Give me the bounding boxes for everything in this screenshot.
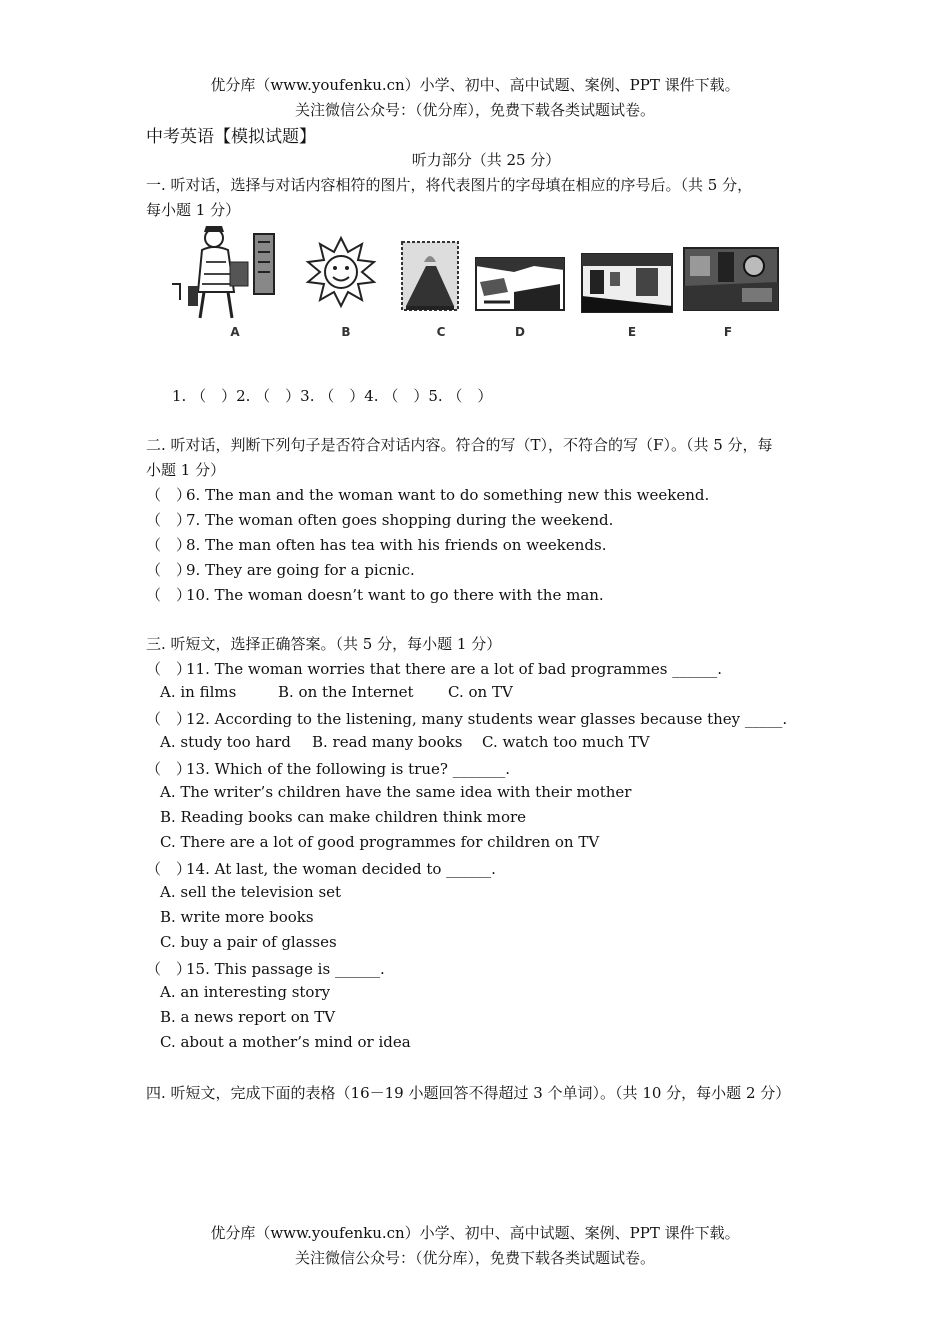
- option-c: C. There are a lot of good programmes for children on TV: [160, 833, 600, 851]
- option-b: B. Reading books can make children think more: [160, 808, 527, 826]
- question-15: [146, 958, 385, 979]
- picture-label-c: C: [436, 325, 446, 339]
- answer-blank: （ ）: [146, 586, 192, 604]
- question-11-text: 11. The woman worries that there are a lot of bad programmes ______.: [186, 660, 722, 678]
- question-11-options: [160, 683, 513, 701]
- option-c: C. on TV: [448, 683, 513, 701]
- option-b: B. a news report on TV: [160, 1008, 336, 1026]
- answer-blank: （ ）: [146, 486, 192, 504]
- section2-instruction-cont: 小题 1 分）: [146, 461, 226, 479]
- option-a: A. an interesting story: [160, 983, 331, 1001]
- answer-blank: （ ）: [146, 710, 192, 728]
- footer-line-1: 优分库（www.youfenku.cn）小学、初中、高中试题、案例、PPT 课件下载。: [210, 1224, 740, 1242]
- option-a: A. in films: [160, 683, 237, 701]
- section3-instruction: 三. 听短文，选择正确答案。（共 5 分，每小题 1 分）: [146, 635, 502, 653]
- option-b: B. write more books: [160, 908, 314, 926]
- option-a: A. study too hard: [160, 733, 291, 751]
- section1-answer-line: 1. （ ）2. （ ）3. （ ）4. （ ）5. （ ）: [172, 387, 493, 405]
- picture-label-f: F: [723, 325, 733, 339]
- option-a: A. The writer’s children have the same idea with their mother: [160, 783, 632, 801]
- question-11: [146, 658, 722, 679]
- statement-9: 9. They are going for a picnic.: [186, 561, 415, 579]
- question-14-text: 14. At last, the woman decided to ______.: [186, 860, 496, 878]
- picture-label-e: E: [627, 325, 637, 339]
- question-12-options: [160, 733, 650, 751]
- answer-blank: （ ）: [146, 960, 192, 978]
- question-15-text: 15. This passage is ______.: [186, 960, 385, 978]
- header-line-1: 优分库（www.youfenku.cn）小学、初中、高中试题、案例、PPT 课件下载。: [210, 76, 740, 94]
- list-item: [146, 484, 709, 505]
- answer-blank: （ ）: [146, 860, 192, 878]
- option-c: C. about a mother’s mind or idea: [160, 1033, 411, 1051]
- option-a: A. sell the television set: [160, 883, 342, 901]
- statement-8: 8. The man often has tea with his friends on weekends.: [186, 536, 607, 554]
- section1-instruction-cont: 每小题 1 分）: [146, 201, 241, 219]
- section4-instruction: 四. 听短文，完成下面的表格（16－19 小题回答不得超过 3 个单词）。（共 10 分，每小题 2 分）: [146, 1084, 791, 1102]
- picture-label-d: D: [515, 325, 525, 339]
- picture-row: [168, 222, 780, 344]
- answer-blank: （ ）: [146, 511, 192, 529]
- list-item: [146, 559, 415, 580]
- question-12: [146, 708, 787, 729]
- section1-instruction: 一. 听对话，选择与对话内容相符的图片，将代表图片的字母填在相应的序号后。（共 5 分，: [146, 176, 753, 194]
- picture-c-mountain: [396, 222, 464, 322]
- part-title: 听力部分（共 25 分）: [411, 151, 561, 169]
- answer-blank: （ ）: [146, 760, 192, 778]
- question-13-text: 13. Which of the following is true? _______.: [186, 760, 510, 778]
- statement-6: 6. The man and the woman want to do something new this weekend.: [186, 486, 710, 504]
- statement-7: 7. The woman often goes shopping during the weekend.: [186, 511, 614, 529]
- question-13: [146, 758, 510, 779]
- doc-title: 中考英语【模拟试题】: [146, 127, 316, 147]
- list-item: [146, 534, 606, 555]
- picture-d-scene: [474, 222, 566, 322]
- answer-blank: （ ）: [146, 561, 192, 579]
- section2-instruction: 二. 听对话，判断下列句子是否符合对话内容。符合的写（T），不符合的写（F）。（共 5 分，每: [146, 436, 773, 454]
- picture-label-a: A: [230, 325, 240, 339]
- header-line-2: 关注微信公众号：（优分库），免费下载各类试题试卷。: [294, 101, 655, 119]
- option-b: B. read many books: [312, 733, 463, 751]
- statement-10: 10. The woman doesn’t want to go there with the man.: [186, 586, 604, 604]
- picture-a-shopper: [168, 222, 283, 322]
- answer-blank: （ ）: [146, 536, 192, 554]
- list-item: [146, 509, 613, 530]
- picture-f-scene: [682, 222, 780, 322]
- question-12-text: 12. According to the listening, many students wear glasses because they _____.: [186, 710, 788, 728]
- option-b: B. on the Internet: [278, 683, 414, 701]
- picture-e-street: [580, 222, 675, 322]
- question-14: [146, 858, 496, 879]
- picture-label-b: B: [341, 325, 351, 339]
- picture-b-sun: [296, 222, 386, 322]
- option-c: C. watch too much TV: [482, 733, 650, 751]
- footer-line-2: 关注微信公众号：（优分库），免费下载各类试题试卷。: [294, 1249, 655, 1267]
- list-item: [146, 584, 604, 605]
- option-c: C. buy a pair of glasses: [160, 933, 337, 951]
- answer-blank: （ ）: [146, 660, 192, 678]
